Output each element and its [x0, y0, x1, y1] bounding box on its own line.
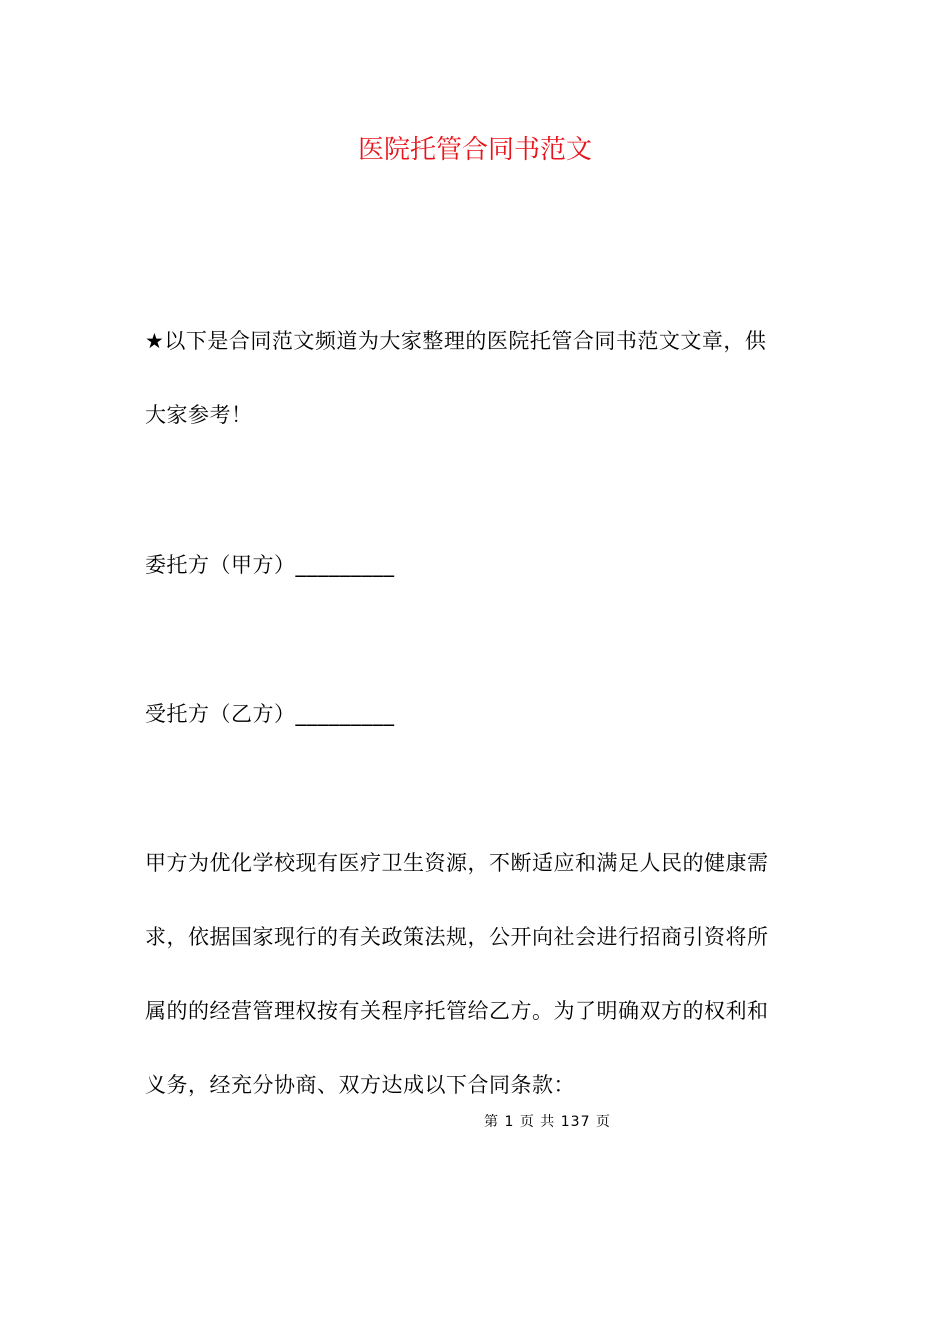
intro-line-1: ★以下是合同范文频道为大家整理的医院托管合同书范文文章，供	[145, 329, 767, 353]
document-title: 医院托管合同书范文	[357, 135, 592, 165]
body-line-3: 属的的经营管理权按有关程序托管给乙方。为了明确双方的权利和	[145, 999, 769, 1023]
body-line-2: 求，依据国家现行的有关政策法规，公开向社会进行招商引资将所	[145, 925, 769, 949]
party-b-line: 受托方（乙方）_________	[145, 702, 395, 726]
party-a-line: 委托方（甲方）_________	[145, 553, 395, 577]
body-line-1: 甲方为优化学校现有医疗卫生资源，不断适应和满足人民的健康需	[145, 851, 769, 875]
intro-paragraph	[145, 304, 810, 452]
page-number-footer: 第 1 页 共 137 页	[484, 1114, 611, 1130]
body-line-4: 义务，经充分协商、双方达成以下合同条款：	[145, 1073, 575, 1097]
intro-line-2: 大家参考！	[145, 403, 253, 427]
body-paragraph	[145, 826, 810, 1122]
